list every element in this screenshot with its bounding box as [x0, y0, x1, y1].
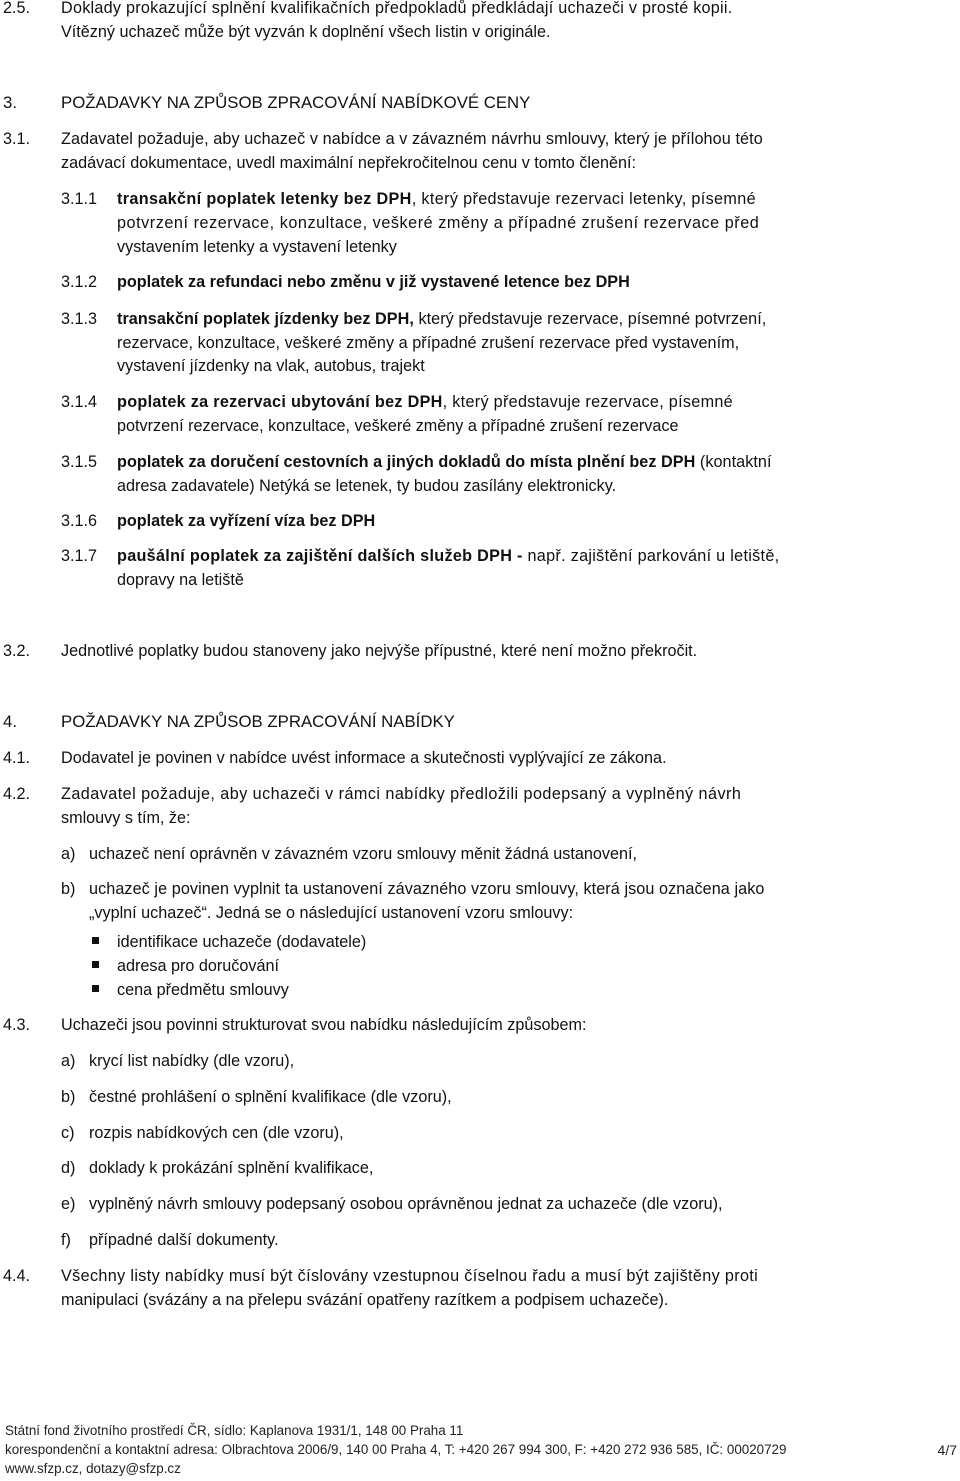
heading-title: POŽADAVKY NA ZPŮSOB ZPRACOVÁNÍ NABÍDKOVÉ CENY — [61, 93, 531, 112]
item-bold-label: poplatek za doručení cestovních a jiných dokladů do místa plnění bez DPH — [117, 453, 696, 471]
paragraph-line: Zadavatel požaduje, aby uchazeč v nabídce a v závazném návrhu smlouvy, který je přílohou této — [61, 130, 763, 148]
paragraph-line: Uchazeči jsou povinni strukturovat svou nabídku následujícím způsobem: — [61, 1016, 587, 1034]
paragraph-line: zadávací dokumentace, uvedl maximální nepřekročitelnou cenu v tomto členění: — [61, 154, 636, 172]
item-line — [117, 188, 756, 210]
list-label: a) — [61, 845, 76, 863]
page-number: 4/7 — [937, 1442, 957, 1458]
item-line: adresa zadavatele) Netýká se letenek, ty budou zasílány elektronicky. — [117, 477, 617, 495]
section-number: 4.1. — [3, 749, 31, 767]
section-number: 4.2. — [3, 785, 31, 803]
list-item-text: čestné prohlášení o splnění kvalifikace (dle vzoru), — [89, 1088, 452, 1106]
list-item-text: vyplněný návrh smlouvy podepsaný osobou oprávněnou jednat za uchazeče (dle vzoru), — [89, 1195, 723, 1213]
item-number: 3.1.3 — [61, 310, 98, 328]
bullet-square-icon — [92, 961, 99, 968]
heading-title: POŽADAVKY NA ZPŮSOB ZPRACOVÁNÍ NABÍDKY — [61, 712, 455, 731]
list-item-text: případné další dokumenty. — [89, 1231, 279, 1249]
list-label: f) — [61, 1231, 71, 1249]
item-number: 3.1.4 — [61, 393, 98, 411]
footer-address: Státní fond životního prostředí ČR, sídlo: Kaplanova 1931/1, 148 00 Praha 11 — [5, 1423, 464, 1438]
item-line — [117, 391, 733, 413]
list-item-text: uchazeč je povinen vyplnit ta ustanovení závazného vzoru smlouvy, která jsou označena jako — [89, 880, 765, 898]
bullet-item: identifikace uchazeče (dodavatele) — [117, 933, 367, 951]
section-number: 2.5. — [3, 0, 31, 17]
list-item-text: uchazeč není oprávněn v závazném vzoru smlouvy měnit žádná ustanovení, — [89, 845, 637, 863]
item-text: např. zajištění parkování u letiště, — [522, 547, 780, 565]
paragraph-line: Všechny listy nabídky musí být číslovány vzestupnou číselnou řadu a musí být zajištěny proti — [61, 1267, 759, 1285]
item-line — [117, 545, 779, 567]
item-text: který představuje rezervace, písemné potvrzení, — [413, 310, 767, 328]
item-text: , který představuje rezervace, písemné — [442, 393, 733, 411]
list-item-text: doklady k prokázání splnění kvalifikace, — [89, 1159, 374, 1177]
item-bold-label: paušální poplatek za zajištění dalších služeb DPH - — [117, 547, 523, 565]
item-line — [117, 451, 772, 473]
bullet-item: cena předmětu smlouvy — [117, 981, 289, 999]
footer-contact: korespondenční a kontaktní adresa: Olbrachtova 2006/9, 140 00 Praha 4, T: +420 267 994 300, F: +420 272 936 585, IČ: 00020729 — [5, 1442, 787, 1457]
item-line — [117, 308, 766, 330]
item-bold-label: transakční poplatek letenky bez DPH — [117, 190, 412, 208]
item-bold-label: transakční poplatek jízdenky bez DPH, — [117, 310, 414, 328]
list-label: c) — [61, 1124, 75, 1142]
item-line: vystavení jízdenky na vlak, autobus, trajekt — [117, 357, 425, 375]
section-number: 3.1. — [3, 130, 31, 148]
item-line: rezervace, konzultace, veškeré změny a případné zrušení rezervace před vystavením, — [117, 334, 740, 352]
item-text: , který představuje rezervaci letenky, písemné — [411, 190, 756, 208]
list-label: b) — [61, 1088, 76, 1106]
item-bold-label: poplatek za rezervaci ubytování bez DPH — [117, 393, 443, 411]
bullet-square-icon — [92, 985, 99, 992]
list-label: e) — [61, 1195, 76, 1213]
item-text: (kontaktní — [695, 453, 772, 471]
paragraph-line: Jednotlivé poplatky budou stanoveny jako nejvýše přípustné, které není možno překročit. — [61, 642, 698, 660]
paragraph-line: Dodavatel je povinen v nabídce uvést informace a skutečnosti vyplývající ze zákona. — [61, 749, 667, 767]
item-bold-label: poplatek za refundaci nebo změnu v již vystavené letence bez DPH — [117, 273, 630, 291]
item-number: 3.1.1 — [61, 190, 98, 208]
list-label: d) — [61, 1159, 76, 1177]
paragraph-line: smlouvy s tím, že: — [61, 809, 191, 827]
section-number: 4.3. — [3, 1016, 31, 1034]
list-item-text: rozpis nabídkových cen (dle vzoru), — [89, 1124, 344, 1142]
item-line: potvrzení rezervace, konzultace, veškeré změny a případné zrušení rezervace před — [117, 214, 760, 232]
item-number: 3.1.7 — [61, 547, 98, 565]
item-line: potvrzení rezervace, konzultace, veškeré změny a případné zrušení rezervace — [117, 417, 679, 435]
item-number: 3.1.2 — [61, 273, 98, 291]
list-item-text: krycí list nabídky (dle vzoru), — [89, 1052, 295, 1070]
list-item-text: „vyplní uchazeč“. Jedná se o následující ustanovení vzoru smlouvy: — [89, 904, 574, 922]
item-line: vystavením letenky a vystavení letenky — [117, 238, 397, 256]
item-number: 3.1.6 — [61, 512, 98, 530]
item-number: 3.1.5 — [61, 453, 98, 471]
heading-number: 4. — [3, 712, 17, 731]
bullet-square-icon — [92, 937, 99, 944]
footer-web: www.sfzp.cz, dotazy@sfzp.cz — [5, 1461, 181, 1476]
item-line: dopravy na letiště — [117, 571, 244, 589]
heading-number: 3. — [3, 93, 17, 112]
paragraph-line: Doklady prokazující splnění kvalifikačních předpokladů předkládají uchazeči v prosté kopii. — [61, 0, 733, 17]
paragraph-line: manipulaci (svázány a na přelepu svázání opatřeny razítkem a podpisem uchazeče). — [61, 1291, 669, 1309]
bullet-item: adresa pro doručování — [117, 957, 279, 975]
list-label: b) — [61, 880, 76, 898]
paragraph-line: Vítězný uchazeč může být vyzván k doplnění všech listin v originále. — [61, 23, 551, 41]
paragraph-line: Zadavatel požaduje, aby uchazeči v rámci nabídky předložili podepsaný a vyplněný návrh — [61, 785, 742, 803]
list-label: a) — [61, 1052, 76, 1070]
section-number: 4.4. — [3, 1267, 31, 1285]
section-number: 3.2. — [3, 642, 31, 660]
item-bold-label: poplatek za vyřízení víza bez DPH — [117, 512, 376, 530]
